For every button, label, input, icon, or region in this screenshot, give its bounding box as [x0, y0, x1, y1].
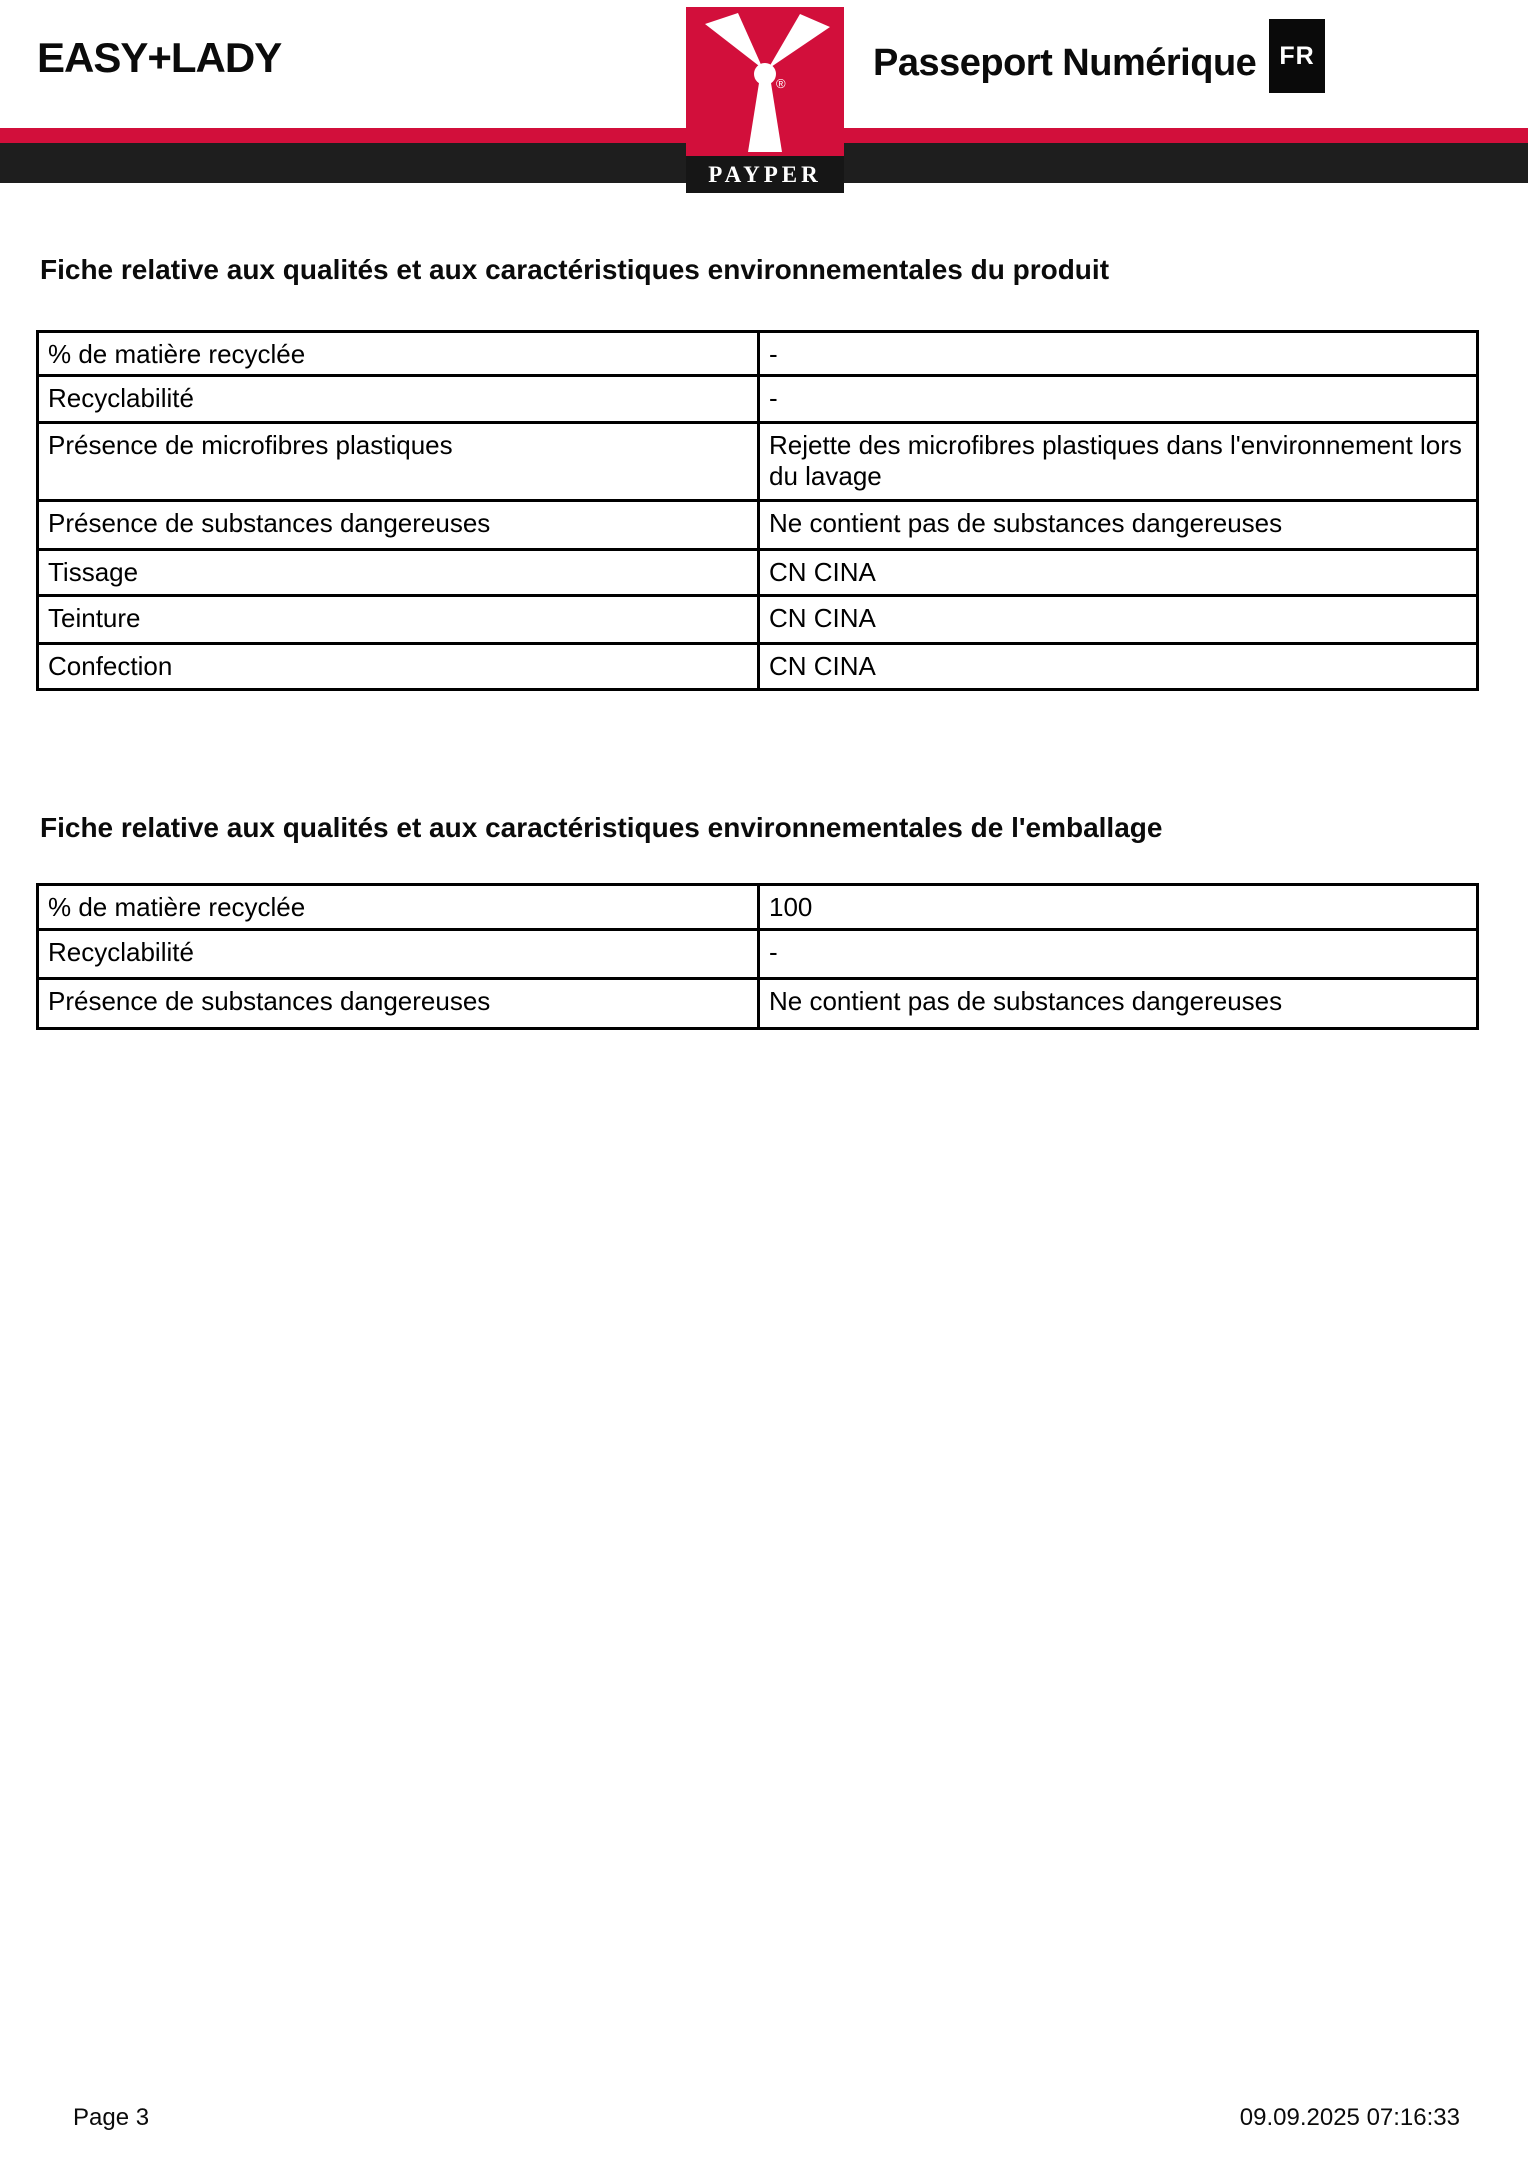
row-value: Ne contient pas de substances dangereuses	[759, 501, 1478, 550]
section-title-packaging: Fiche relative aux qualités et aux caractéristiques environnementales de l'emballage	[40, 812, 1163, 843]
row-label: Présence de substances dangereuses	[38, 501, 759, 550]
table-row	[38, 930, 1478, 979]
language-badge-label: FR	[1279, 41, 1315, 70]
payper-bowtie-icon	[686, 7, 844, 156]
table-row	[38, 501, 1478, 550]
section-title-product: Fiche relative aux qualités et aux caractéristiques environnementales du produit	[40, 254, 1110, 285]
page-title: Passeport Numérique	[873, 42, 1257, 84]
row-value: -	[759, 376, 1478, 423]
svg-text:®: ®	[776, 76, 786, 91]
page-number: Page 3	[73, 2104, 150, 2131]
table-row	[38, 550, 1478, 596]
row-label: Présence de microfibres plastiques	[38, 423, 759, 501]
row-value: -	[759, 332, 1478, 376]
table-row	[38, 332, 1478, 376]
product-characteristics-table	[36, 330, 1479, 691]
row-value: CN CINA	[759, 644, 1478, 690]
row-label: Recyclabilité	[38, 376, 759, 423]
row-value: Rejette des microfibres plastiques dans l'environnement lors du lavage	[759, 423, 1478, 501]
brand-wordmark	[686, 156, 844, 193]
timestamp: 09.09.2025 07:16:33	[1239, 2104, 1460, 2131]
row-label: Confection	[38, 644, 759, 690]
table-row	[38, 423, 1478, 501]
table-row	[38, 979, 1478, 1029]
row-value: 100	[759, 885, 1478, 930]
brand-logo	[686, 7, 844, 193]
row-label: % de matière recyclée	[38, 885, 759, 930]
row-value: CN CINA	[759, 596, 1478, 644]
table-row	[38, 376, 1478, 423]
row-value: -	[759, 930, 1478, 979]
row-label: Tissage	[38, 550, 759, 596]
product-name: EASY+LADY	[37, 34, 282, 81]
table-row	[38, 644, 1478, 690]
row-label: Recyclabilité	[38, 930, 759, 979]
row-value: CN CINA	[759, 550, 1478, 596]
packaging-characteristics-table	[36, 883, 1479, 1030]
brand-wordmark-label: PAYPER	[708, 161, 822, 187]
row-value: Ne contient pas de substances dangereuses	[759, 979, 1478, 1029]
table-row	[38, 596, 1478, 644]
row-label: Présence de substances dangereuses	[38, 979, 759, 1029]
row-label: Teinture	[38, 596, 759, 644]
table-row	[38, 885, 1478, 930]
row-label: % de matière recyclée	[38, 332, 759, 376]
language-badge	[1269, 19, 1325, 93]
